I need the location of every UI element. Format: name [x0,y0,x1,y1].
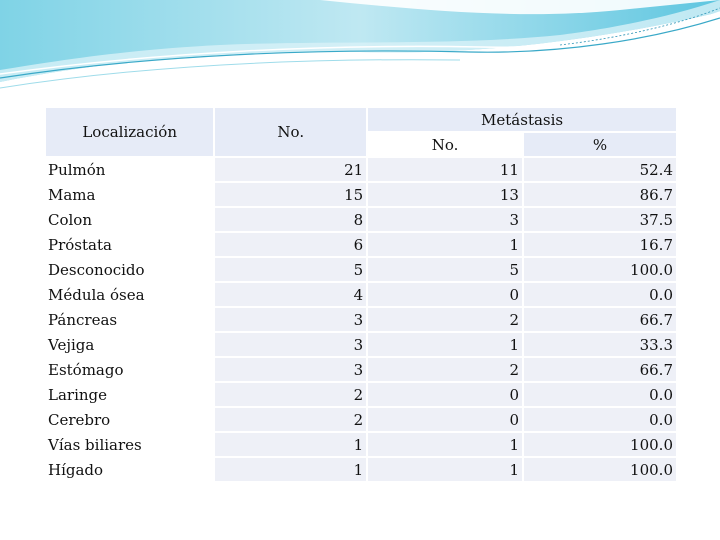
cell-localizacion: Estómago [46,358,213,381]
cell-met-percent: 0.0 [524,283,676,306]
table-row [46,208,676,231]
cell-met-percent: 86.7 [524,183,676,206]
cell-no: 3 [215,308,366,331]
cell-met-no: 0 [368,408,522,431]
cell-met-no: 1 [368,433,522,456]
cell-no: 2 [215,383,366,406]
table-row [46,183,676,206]
cell-localizacion: Vías biliares [46,433,213,456]
cell-localizacion: Pulmón [46,158,213,181]
cell-met-no: 2 [368,308,522,331]
table-row [46,233,676,256]
cell-localizacion: Colon [46,208,213,231]
table-row [46,358,676,381]
table-row [46,408,676,431]
cell-met-percent: 66.7 [524,308,676,331]
cell-no: 4 [215,283,366,306]
header-met-no: No. [368,133,522,156]
decorative-header-banner [0,0,720,90]
cell-met-percent: 100.0 [524,258,676,281]
table-row [46,283,676,306]
cell-no: 6 [215,233,366,256]
cell-no: 21 [215,158,366,181]
cell-localizacion: Vejiga [46,333,213,356]
table-row [46,383,676,406]
table-row [46,458,676,481]
cell-met-no: 3 [368,208,522,231]
cell-no: 8 [215,208,366,231]
cell-localizacion: Páncreas [46,308,213,331]
cell-localizacion: Médula ósea [46,283,213,306]
cell-no: 1 [215,458,366,481]
cell-met-no: 0 [368,283,522,306]
cell-met-percent: 33.3 [524,333,676,356]
cell-met-percent: 100.0 [524,433,676,456]
cell-no: 3 [215,358,366,381]
cell-met-percent: 52.4 [524,158,676,181]
cell-met-percent: 16.7 [524,233,676,256]
cell-localizacion: Hígado [46,458,213,481]
header-localizacion: Localización [46,108,213,156]
cell-met-percent: 0.0 [524,383,676,406]
table-body [46,158,676,481]
cell-met-percent: 0.0 [524,408,676,431]
cell-localizacion: Cerebro [46,408,213,431]
cell-met-no: 5 [368,258,522,281]
table-row [46,433,676,456]
cell-met-no: 1 [368,333,522,356]
cell-met-no: 0 [368,383,522,406]
cell-no: 5 [215,258,366,281]
cell-localizacion: Mama [46,183,213,206]
cell-no: 2 [215,408,366,431]
cell-met-no: 2 [368,358,522,381]
table-row [46,258,676,281]
header-met-percent: % [524,133,676,156]
cell-met-percent: 37.5 [524,208,676,231]
cell-met-percent: 66.7 [524,358,676,381]
cell-met-no: 11 [368,158,522,181]
cell-met-percent: 100.0 [524,458,676,481]
cell-met-no: 13 [368,183,522,206]
table-row [46,158,676,181]
cell-localizacion: Desconocido [46,258,213,281]
header-no: No. [215,108,366,156]
cell-localizacion: Laringe [46,383,213,406]
cell-no: 3 [215,333,366,356]
cell-no: 15 [215,183,366,206]
metastasis-table [44,106,678,483]
header-metastasis: Metástasis [368,108,676,131]
cell-met-no: 1 [368,233,522,256]
table-row [46,308,676,331]
cell-localizacion: Próstata [46,233,213,256]
table-row [46,333,676,356]
cell-no: 1 [215,433,366,456]
cell-met-no: 1 [368,458,522,481]
